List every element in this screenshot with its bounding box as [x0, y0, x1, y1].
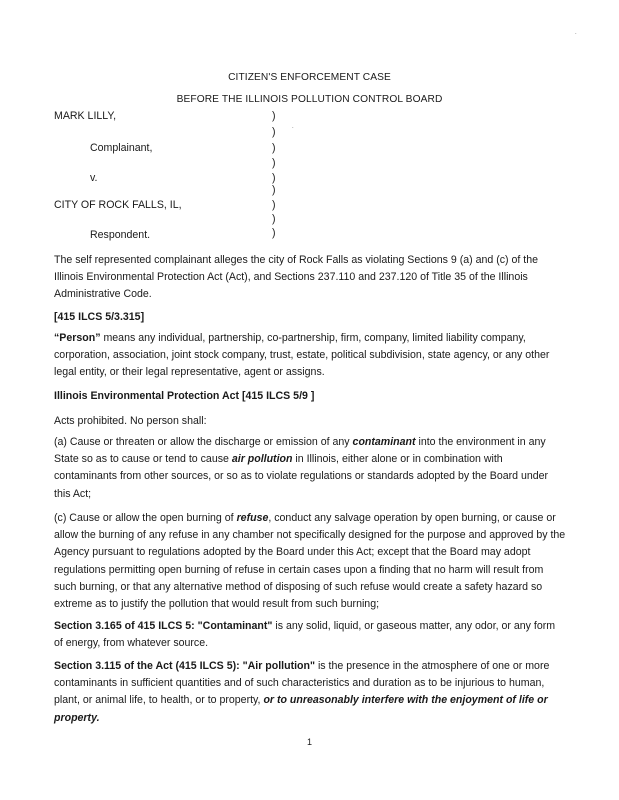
acts-prohibited: Acts prohibited. No person shall: [54, 415, 207, 427]
refuse-term: refuse [236, 512, 269, 524]
caption-paren: ) [272, 199, 276, 211]
air-pollution-term: air pollution [231, 453, 293, 466]
complainant-name: MARK LILLY, [54, 110, 117, 122]
scan-speck: . [292, 124, 294, 130]
caption-paren: ) [272, 184, 276, 196]
caption-paren: ) [272, 227, 276, 239]
caption-paren: ) [272, 157, 276, 169]
caption-paren: ) [272, 142, 276, 154]
intro-paragraph: The self represented complainant alleges the city of Rock Falls as violating Sections 9 (a) and (c) of the Illinois Environmental Protection Act (Act), and Sections 237.110 and 237.120 of Title 35 of the Illinois Administrative Code. [54, 254, 539, 301]
board-title: BEFORE THE ILLINOIS POLLUTION CONTROL BOARD [176, 94, 443, 105]
caption-paren: ) [272, 213, 276, 225]
caption-paren: ) [272, 172, 276, 184]
air-pollution-label: Section 3.115 of the Act (415 ILCS 5): "Air pollution" [54, 660, 315, 672]
contaminant-term: contaminant [352, 436, 416, 448]
air-pollution-text: is the presence in the atmosphere of one or more contaminants in sufficient quantities and of such characteristics and duration as to be injurious to human, plant, or animal life, to health, or to property, [54, 660, 550, 707]
clause-c-text: , conduct any salvage operation by open burning, or cause or allow the burning of any refuse in any chamber not specifically designed for the purpose and approved by the Agency pursuant to regulations adopted by the Board under this Act; except that the Board may adopt regulations permitting open burning of refuse in certain cases upon a finding that no harm will result from such burning, or that any alternative method of disposing of such refuse would create a safety hazard so extreme as to justify the pollution that would result from such burning; [54, 512, 566, 611]
section-heading: [415 ILCS 5/3.315] [54, 311, 145, 323]
clause-a-text: in Illinois, either alone or in combination with contaminants from other sources, or so as to violate regulations or standards adopted by the Board under this Act; [54, 453, 549, 500]
clause-c [54, 510, 566, 613]
person-definition [54, 330, 566, 382]
clause-a [54, 434, 566, 503]
section-heading: Illinois Environmental Protection Act [415 ILCS 5/9 ] [54, 390, 315, 402]
respondent-role: Respondent. [90, 229, 151, 241]
clause-a-text: into the environment in any State so as to cause or tend to cause [54, 436, 546, 466]
caption-paren: ) [272, 126, 276, 138]
clause-a-text: (a) Cause or threaten or allow the discharge or emission of any [54, 436, 353, 448]
air-pollution-definition [54, 658, 566, 727]
versus: v. [90, 172, 98, 184]
scan-speck: . [575, 30, 577, 36]
person-term: “Person” [54, 332, 101, 344]
air-pollution-emphasis: or to unreasonably interfere with the enjoyment of life or property. [54, 694, 548, 724]
page-number: 1 [306, 737, 313, 747]
respondent-name: CITY OF ROCK FALLS, IL, [54, 199, 182, 211]
contaminant-definition [54, 618, 566, 652]
contaminant-text: is any solid, liquid, or gaseous matter, any odor, or any form of energy, from whatever source. [54, 620, 556, 650]
caption-paren: ) [272, 110, 276, 122]
complainant-role: Complainant, [90, 142, 153, 154]
person-text: means any individual, partnership, co-partnership, firm, company, limited liability company, corporation, association, joint stock company, trust, estate, political subdivision, state agency, or any other legal entity, or their legal representative, agent or assigns. [54, 332, 550, 379]
clause-c-text: (c) Cause or allow the open burning of [54, 512, 237, 524]
case-title: CITIZEN'S ENFORCEMENT CASE [228, 72, 391, 83]
contaminant-label: Section 3.165 of 415 ILCS 5: "Contaminant" [54, 620, 273, 632]
